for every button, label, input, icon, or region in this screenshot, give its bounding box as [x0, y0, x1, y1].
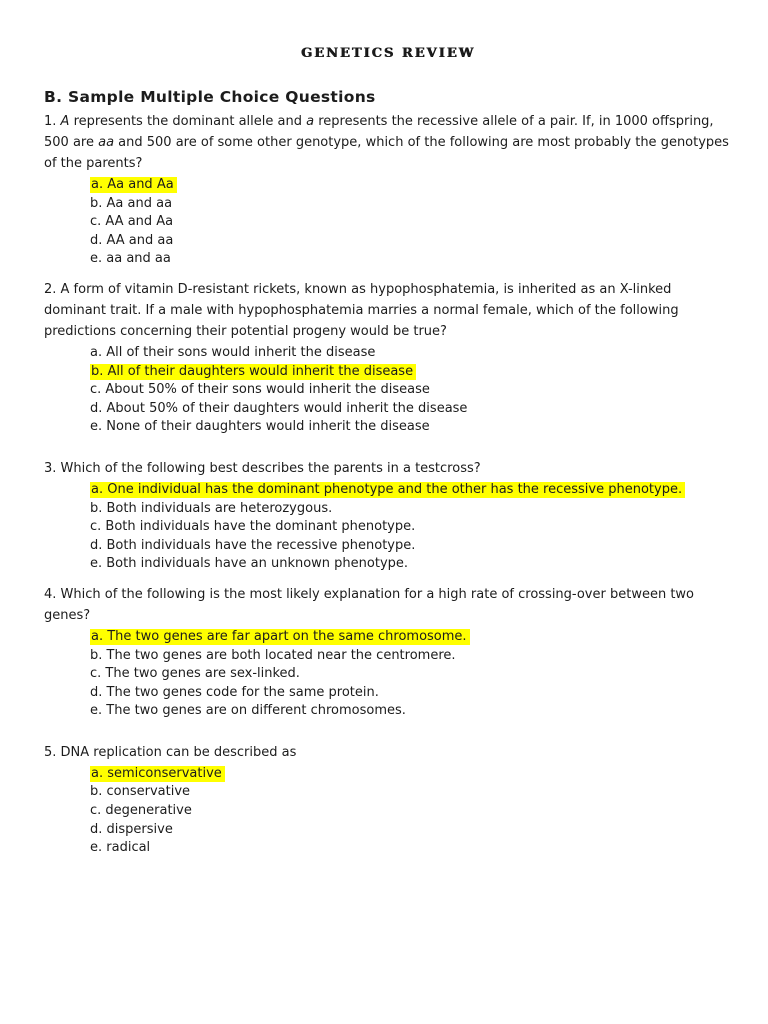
- document-title: GENETICS REVIEW: [300, 46, 476, 61]
- answer-highlight: a. The two genes are far apart on the same chromosome.: [90, 629, 470, 645]
- answer-text: d. The two genes code for the same protein.: [90, 684, 379, 700]
- questions-list: [44, 111, 732, 858]
- answer-text: b. conservative: [90, 784, 191, 800]
- question-1: [44, 111, 732, 269]
- answer-text: c. The two genes are sex-linked.: [90, 666, 300, 682]
- answer-option: [90, 195, 732, 214]
- options-list: [90, 628, 732, 721]
- answer-option: [90, 213, 732, 232]
- question-text: 5. DNA replication can be described as: [44, 744, 297, 760]
- answer-option: [90, 783, 732, 802]
- answer-highlight: a. One individual has the dominant phenotype and the other has the recessive phenotype.: [90, 482, 685, 498]
- answer-option-highlighted: [90, 176, 732, 195]
- answer-option-highlighted: [90, 765, 732, 784]
- answer-option: [90, 400, 732, 419]
- answer-option: [90, 500, 732, 519]
- answer-option: [90, 555, 732, 574]
- answer-text: c. AA and Aa: [90, 214, 174, 230]
- answer-text: e. None of their daughters would inherit the disease: [90, 419, 430, 435]
- question-2: [44, 279, 732, 437]
- question-5: [44, 742, 732, 858]
- question-text: 3. Which of the following best describes the parents in a testcross?: [44, 460, 481, 476]
- answer-option: [90, 647, 732, 666]
- answer-text: b. Both individuals are heterozygous.: [90, 500, 333, 516]
- answer-text: e. The two genes are on different chromosomes.: [90, 703, 406, 719]
- answer-option: [90, 344, 732, 363]
- options-list: [90, 176, 732, 269]
- answer-option: [90, 537, 732, 556]
- answer-option: [90, 418, 732, 437]
- question-text: 4. Which of the following is the most likely explanation for a high rate of crossing-over between two genes?: [44, 586, 694, 623]
- answer-text: c. degenerative: [90, 803, 192, 819]
- options-list: [90, 765, 732, 858]
- answer-option-highlighted: [90, 481, 732, 500]
- answer-option: [90, 802, 732, 821]
- question-4: [44, 584, 732, 721]
- answer-text: c. Both individuals have the dominant phenotype.: [90, 519, 416, 535]
- answer-text: e. aa and aa: [90, 251, 171, 267]
- answer-option: [90, 518, 732, 537]
- answer-text: d. Both individuals have the recessive phenotype.: [90, 537, 416, 553]
- answer-option: [90, 665, 732, 684]
- section-heading: B. Sample Multiple Choice Questions: [44, 88, 376, 106]
- answer-text: d. AA and aa: [90, 232, 174, 248]
- answer-option: [90, 250, 732, 269]
- answer-option: [90, 839, 732, 858]
- answer-option: [90, 702, 732, 721]
- answer-highlight: a. Aa and Aa: [90, 177, 177, 193]
- answer-option: [90, 381, 732, 400]
- question-3: [44, 458, 732, 574]
- answer-option-highlighted: [90, 363, 732, 382]
- answer-text: a. All of their sons would inherit the disease: [90, 344, 376, 360]
- options-list: [90, 481, 732, 574]
- answer-text: d. About 50% of their daughters would inherit the disease: [90, 400, 468, 416]
- answer-text: b. Aa and aa: [90, 195, 173, 211]
- answer-option-highlighted: [90, 628, 732, 647]
- answer-text: c. About 50% of their sons would inherit the disease: [90, 382, 430, 398]
- answer-option: [90, 684, 732, 703]
- answer-text: d. dispersive: [90, 821, 173, 837]
- question-text: 1. A represents the dominant allele and a represents the recessive allele of a pair. If, in 1000 offspring, 500 are aa and 500 are of some other genotype, which of the following are most probably the genotypes of the parents?: [44, 114, 729, 171]
- answer-option: [90, 821, 732, 840]
- options-list: [90, 344, 732, 437]
- answer-option: [90, 232, 732, 251]
- answer-highlight: b. All of their daughters would inherit the disease: [90, 364, 416, 380]
- answer-highlight: a. semiconservative: [90, 766, 225, 782]
- answer-text: b. The two genes are both located near the centromere.: [90, 647, 456, 663]
- answer-text: e. Both individuals have an unknown phenotype.: [90, 556, 409, 572]
- answer-text: e. radical: [90, 840, 151, 856]
- question-text: 2. A form of vitamin D-resistant rickets, known as hypophosphatemia, is inherited as an X-linked dominant trait. If a male with hypophosphatemia marries a normal female, which of the following predictions concerning their potential progeny would be true?: [44, 281, 679, 339]
